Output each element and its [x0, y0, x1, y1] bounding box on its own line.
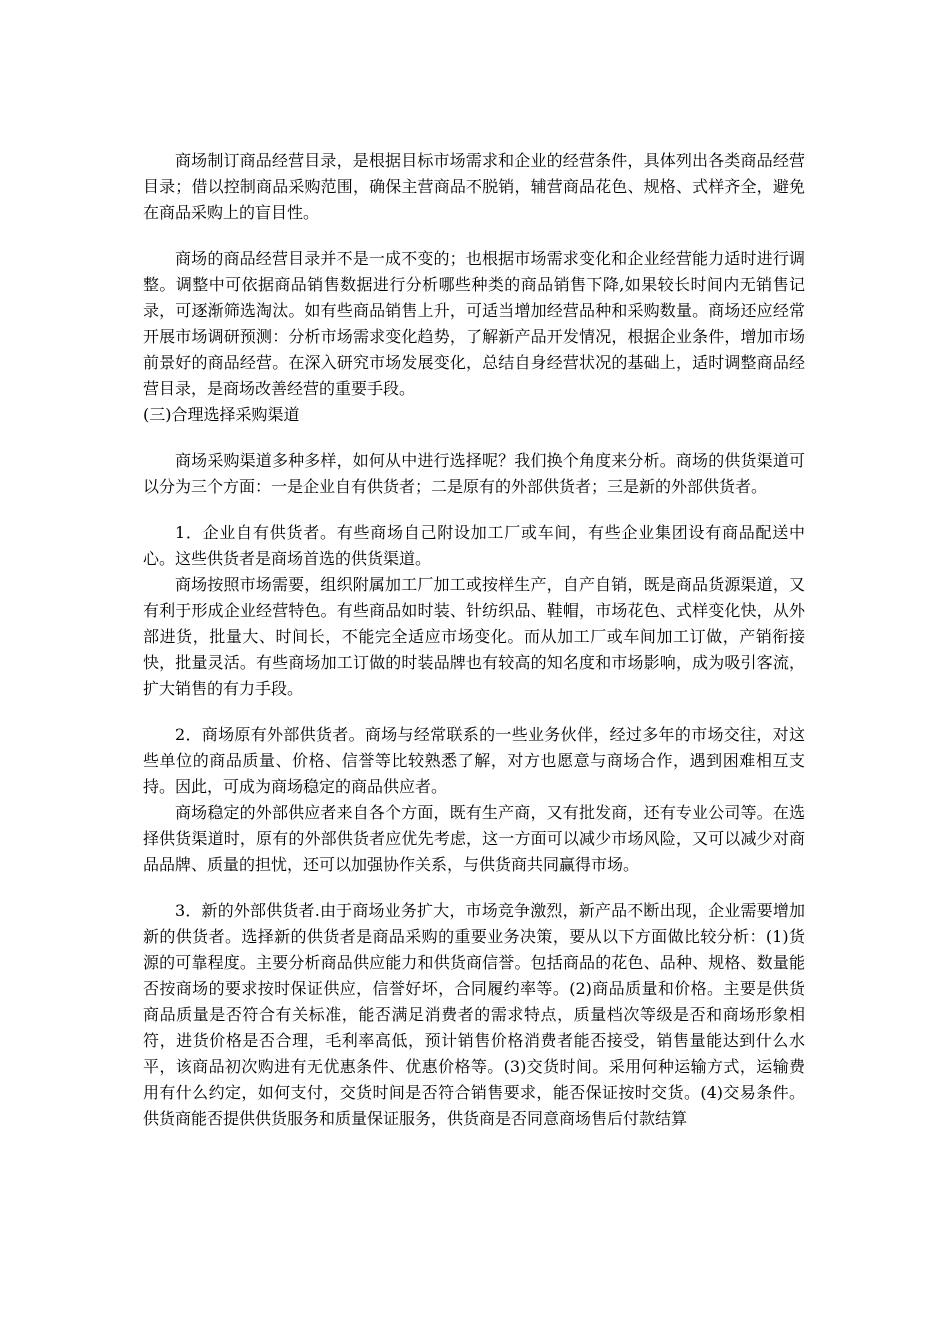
- paragraph-existing-suppliers-detail: 商场稳定的外部供应者来自各个方面，既有生产商，又有批发商，还有专业公司等。在选择供货渠道时，原有的外部供货者应优先考虑，这一方面可以减少市场风险，又可以减少对商品品牌、质量的担忧，还可以加强协作关系，与供货商共同赢得市场。: [143, 803, 805, 874]
- section-heading-procurement-channels: (三)合理选择采购渠道: [143, 405, 300, 424]
- paragraph-catalog-definition: 商场制订商品经营目录，是根据目标市场需求和企业的经营条件，具体列出各类商品经营目录；借以控制商品采购范围，确保主营商品不脱销，辅营商品花色、规格、式样齐全，避免在商品采购上的盲目性。: [143, 151, 805, 222]
- paragraph-existing-suppliers: 2．商场原有外部供货者。商场与经常联系的一些业务伙伴，经过多年的市场交往，对这些单位的商品质量、价格、信誉等比较熟悉了解，对方也愿意与商场合作，遇到困难相互支持。因此，可成为商场稳定的商品供应者。: [143, 725, 805, 796]
- paragraph-own-suppliers-detail: 商场按照市场需要，组织附属加工厂加工或按样生产，自产自销，既是商品货源渠道，又有利于形成企业经营特色。有些商品如时装、针纺织品、鞋帽，市场花色、式样变化快，从外部进货，批量大、时间长，不能完全适应市场变化。而从加工厂或车间加工订做，产销衔接快，批量灵活。有些商场加工订做的时装品牌也有较高的知名度和市场影响，成为吸引客流，扩大销售的有力手段。: [143, 575, 805, 698]
- paragraph-channels-intro: 商场采购渠道多种多样，如何从中进行选择呢？我们换个角度来分析。商场的供货渠道可以分为三个方面：一是企业自有供货者；二是原有的外部供货者；三是新的外部供货者。: [143, 451, 805, 496]
- paragraph-new-suppliers: 3．新的外部供货者.由于商场业务扩大，市场竞争激烈，新产品不断出现，企业需要增加新的供货者。选择新的供货者是商品采购的重要业务决策，要从以下方面做比较分析：(1)货源的可靠程度。主要分析商品供应能力和供货商信誉。包括商品的花色、品种、规格、数量能否按商场的要求按时保证供应，信誉好坏，合同履约率等。(2)商品质量和价格。主要是供货商品质量是否符合有关标准，能否满足消费者的需求特点，质量档次等级是否和商场形象相符，进货价格是否合理，毛利率高低，预计销售价格消费者能否接受，销售量能达到什么水平，该商品初次购进有无优惠条件、优惠价格等。(3)交货时间。采用何种运输方式，运输费用有什么约定，如何支付，交货时间是否符合销售要求，能否保证按时交货。(4)交易条件。供货商能否提供供货服务和质量保证服务，供货商是否同意商场售后付款结算: [143, 901, 805, 1128]
- paragraph-own-suppliers: 1．企业自有供货者。有些商场自己附设加工厂或车间，有些企业集团设有商品配送中心。这些供货者是商场首选的供货渠道。: [143, 523, 805, 568]
- document-page: [143, 148, 805, 1132]
- paragraph-catalog-adjustment: 商场的商品经营目录并不是一成不变的；也根据市场需求变化和企业经营能力适时进行调整。调整中可依据商品销售数据进行分析哪些种类的商品销售下降,如果较长时间内无销售记录，可逐渐筛选淘汰。如有些商品销售上升，可适当增加经营品种和采购数量。商场还应经常开展市场调研预测：分析市场需求变化趋势，了解新产品开发情况，根据企业条件，增加市场前景好的商品经营。在深入研究市场发展变化，总结自身经营状况的基础上，适时调整商品经营目录，是商场改善经营的重要手段。: [143, 249, 805, 398]
